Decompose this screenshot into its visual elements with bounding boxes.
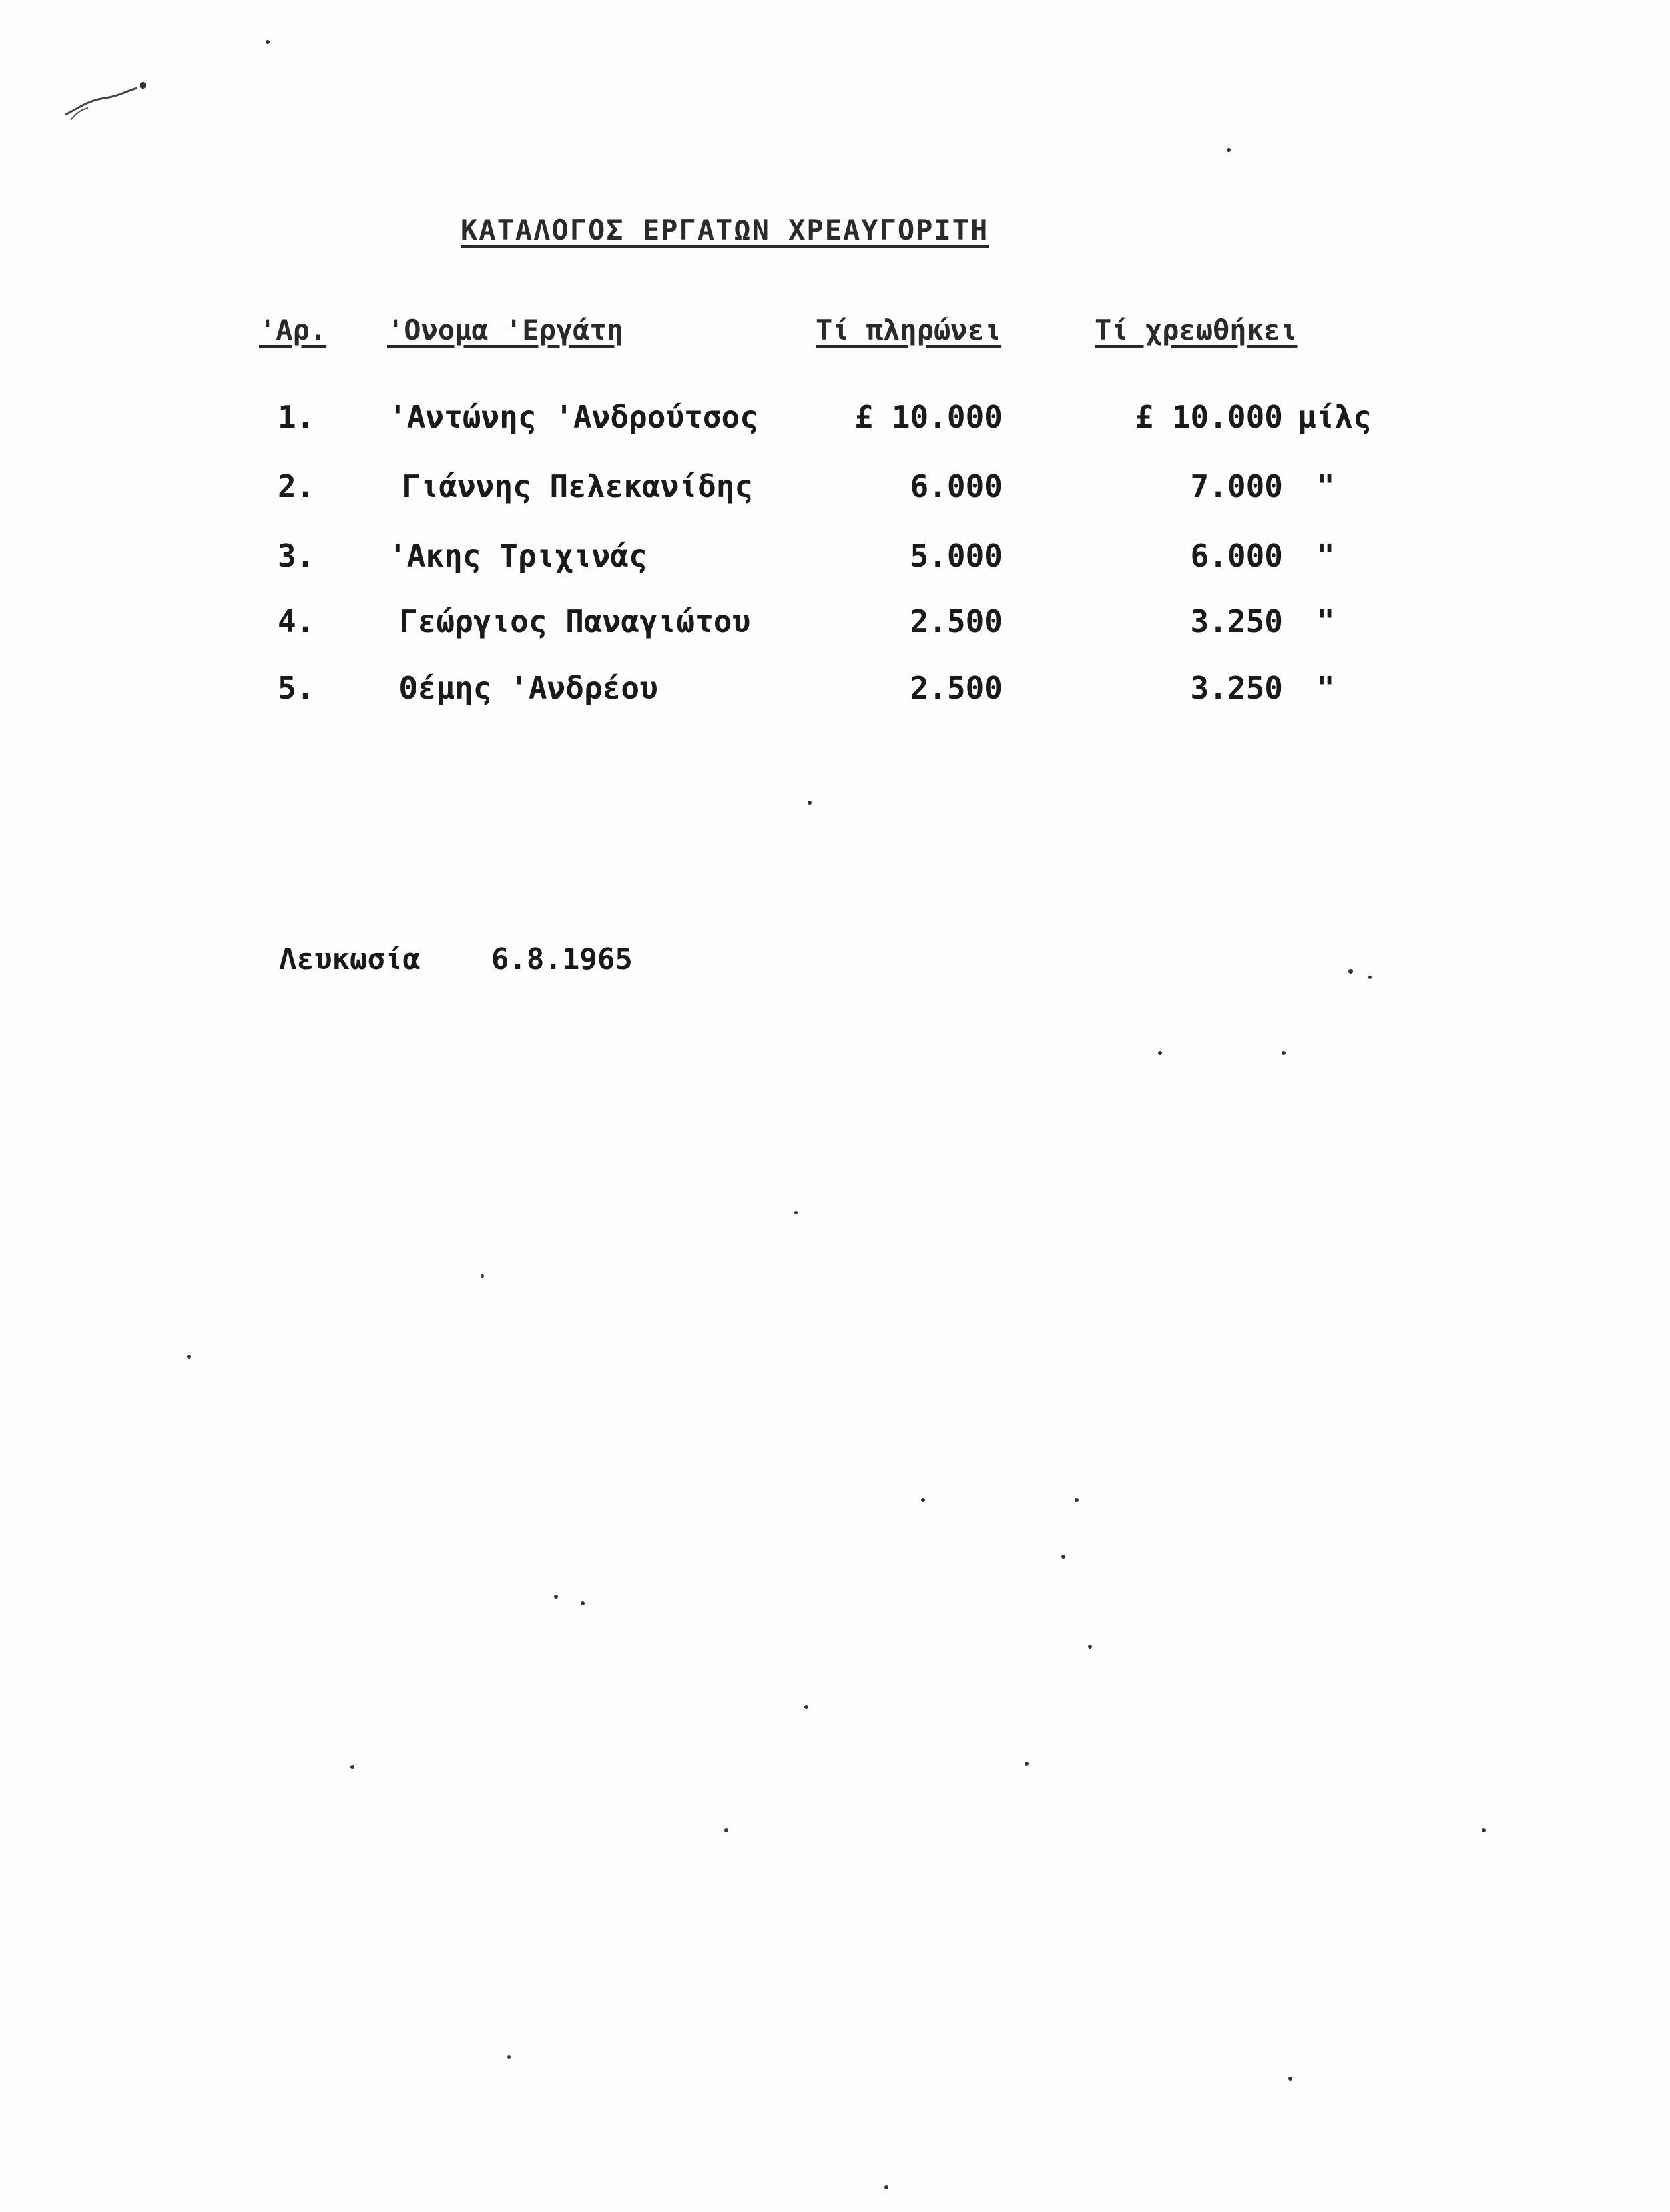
amount-paid: 6.000 [910,468,1003,504]
footer-place-date [279,942,633,976]
amount-owed: 7.000 [1190,468,1283,504]
column-header-paid: Τί πληρώνει [816,314,1002,346]
worker-name: Γιάννης Πελεκανίδης [402,468,754,504]
row-number: 4. [278,603,315,639]
column-header-name: 'Ονομα 'Εργάτη [387,314,624,346]
worker-name: 'Αντώνης 'Ανδρούτσος [388,399,758,435]
handwritten-mark [59,61,159,128]
row-number: 3. [278,538,315,574]
table-row [0,399,1670,446]
ditto-mark: " [1316,538,1335,574]
amount-paid: 5.000 [910,538,1003,574]
column-header-no: 'Αρ. [259,314,327,346]
ditto-mark: " [1316,468,1335,504]
amount-unit: μίλς [1298,399,1372,435]
amount-paid: £ 10.000 [854,399,1003,435]
footer-date: 6.8.1965 [491,942,633,976]
ditto-mark: " [1316,670,1335,706]
amount-owed: £ 10.000 [1135,399,1283,435]
worker-name: Θέμης 'Ανδρέου [399,670,658,706]
table-row [0,603,1670,650]
amount-owed: 3.250 [1190,603,1283,639]
table-row [0,670,1670,717]
worker-name: 'Ακης Τριχινάς [388,538,647,574]
footer-place: Λευκωσία [279,942,421,976]
table-row [0,538,1670,585]
ditto-mark: " [1316,603,1335,639]
document-title: ΚΑΤΑΛΟΓΟΣ ΕΡΓΑΤΩΝ ΧΡΕΑΥΓΟΡΙΤΗ [461,214,989,246]
worker-name: Γεώργιος Παναγιώτου [399,603,751,639]
row-number: 5. [278,670,315,706]
row-number: 2. [278,468,315,504]
amount-owed: 3.250 [1190,670,1283,706]
amount-owed: 6.000 [1190,538,1283,574]
table-row [0,468,1670,515]
amount-paid: 2.500 [910,670,1003,706]
row-number: 1. [278,399,315,435]
amount-paid: 2.500 [910,603,1003,639]
column-header-owed: Τί χρεωθήκει [1095,314,1298,346]
